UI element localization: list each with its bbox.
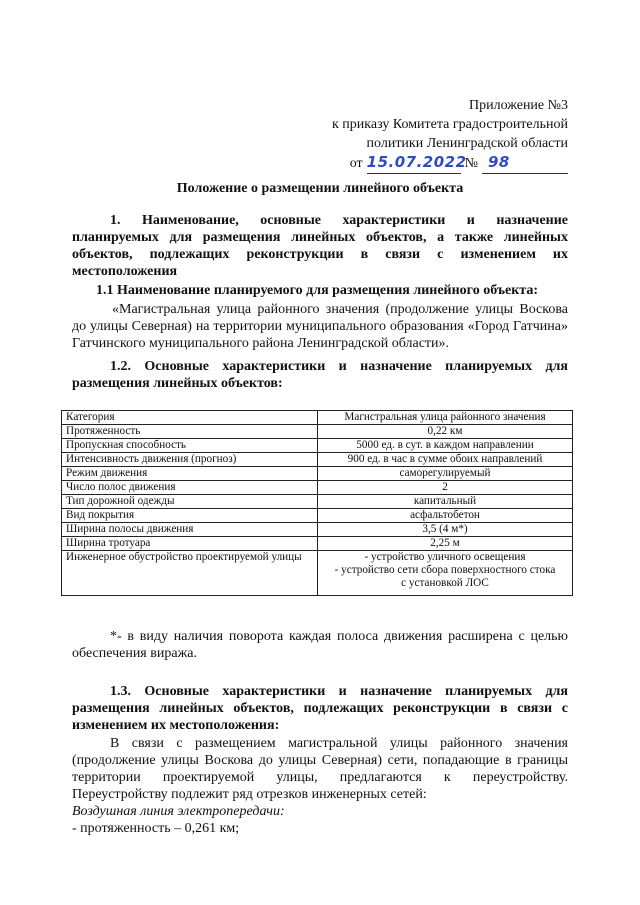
param-value: 3,5 (4 м*) [318,523,573,537]
handwritten-date: 15.07.2022 [366,153,467,171]
section-1-2-heading: 1.2. Основные характеристики и назначение планируемых для размещения линейных объектов: [72,359,568,391]
param-value-line: - устройство уличного освещения [364,551,526,563]
param-value-line: - устройство сети сбора поверхностного стока [334,564,556,576]
order-number-field [482,153,568,174]
section-1-3 [72,683,568,837]
table-row [62,453,573,467]
param-label: Вид покрытия [62,509,318,523]
table-row [62,551,573,596]
param-value: 2,25 м [318,537,573,551]
order-date-line [278,153,568,174]
section-1-1-text: «Магистральная улица районного значения (продолжение улицы Воскова до улицы Северная) на территории муниципального образования «Город Гатчина» Гатчинского муниципального района Ленинградской области». [72,302,568,351]
param-value [318,551,573,596]
table-row [62,481,573,495]
order-date-field [366,153,467,174]
table-row [62,439,573,453]
param-label: Протяженность [62,425,318,439]
number-label: № [464,156,478,171]
table-footnote: *- в виду наличия поворота каждая полоса движения расширена с целью обеспечения виража. [72,629,568,661]
power-line-length: - протяженность – 0,261 км; [72,821,240,836]
committee-name: политики Ленинградской области [366,136,568,151]
section-1-heading: 1. Наименование, основные характеристики и назначение планируемых для размещения линейных объектов, а также линейных объектов, подлежащих реконструкции в связи с изменением их местоположения [72,213,568,279]
param-value: асфальтобетон [318,509,573,523]
table-row [62,495,573,509]
param-label: Ширина тротуара [62,537,318,551]
section-1-3-text: В связи с размещением магистральной улицы районного значения (продолжение улицы Воскова до улицы Северная) сети, попадающие в границы территории проектируемой улицы, предлагаются к переустройству. Переустройству подлежит ряд отрезков инженерных сетей: [72,736,568,802]
param-value: капитальный [318,495,573,509]
handwritten-number: 98 [488,153,510,171]
param-value: 900 ед. в час в сумме обоих направлений [318,453,573,467]
param-value: 5000 ед. в сут. в каждом направлении [318,439,573,453]
table-row [62,467,573,481]
section-1-1-heading: 1.1 Наименование планируемого для размещения линейного объекта: [96,283,538,298]
param-value: 2 [318,481,573,495]
param-label: Инженерное обустройство проектируемой улицы [62,551,318,596]
param-value-line: с установкой ЛОС [401,577,489,589]
section-1-3-heading: 1.3. Основные характеристики и назначение планируемых для размещения линейных объектов, подлежащих реконструкции в связи с изменением их местоположения: [72,684,568,733]
table-row [62,509,573,523]
param-label: Пропускная способность [62,439,318,453]
table-row [62,537,573,551]
param-value: саморегулируемый [318,467,573,481]
table-row [62,425,573,439]
from-label: от [349,156,363,171]
param-label: Категория [62,411,318,425]
document-title: Положение о размещении линейного объекта [176,181,464,196]
appendix-header [278,96,568,174]
appendix-number: Приложение №3 [469,98,568,113]
parameters-table [61,410,573,596]
param-label: Режим движения [62,467,318,481]
param-value: Магистральная улица районного значения [318,411,573,425]
param-label: Ширина полосы движения [62,523,318,537]
table-row [62,523,573,537]
param-label: Интенсивность движения (прогноз) [62,453,318,467]
power-line-subheading: Воздушная линия электропередачи: [72,804,285,819]
param-label: Тип дорожной одежды [62,495,318,509]
param-value: 0,22 км [318,425,573,439]
table-row [62,411,573,425]
param-label: Число полос движения [62,481,318,495]
order-reference: к приказу Комитета градостроительной [332,117,568,132]
section-1 [72,212,568,352]
